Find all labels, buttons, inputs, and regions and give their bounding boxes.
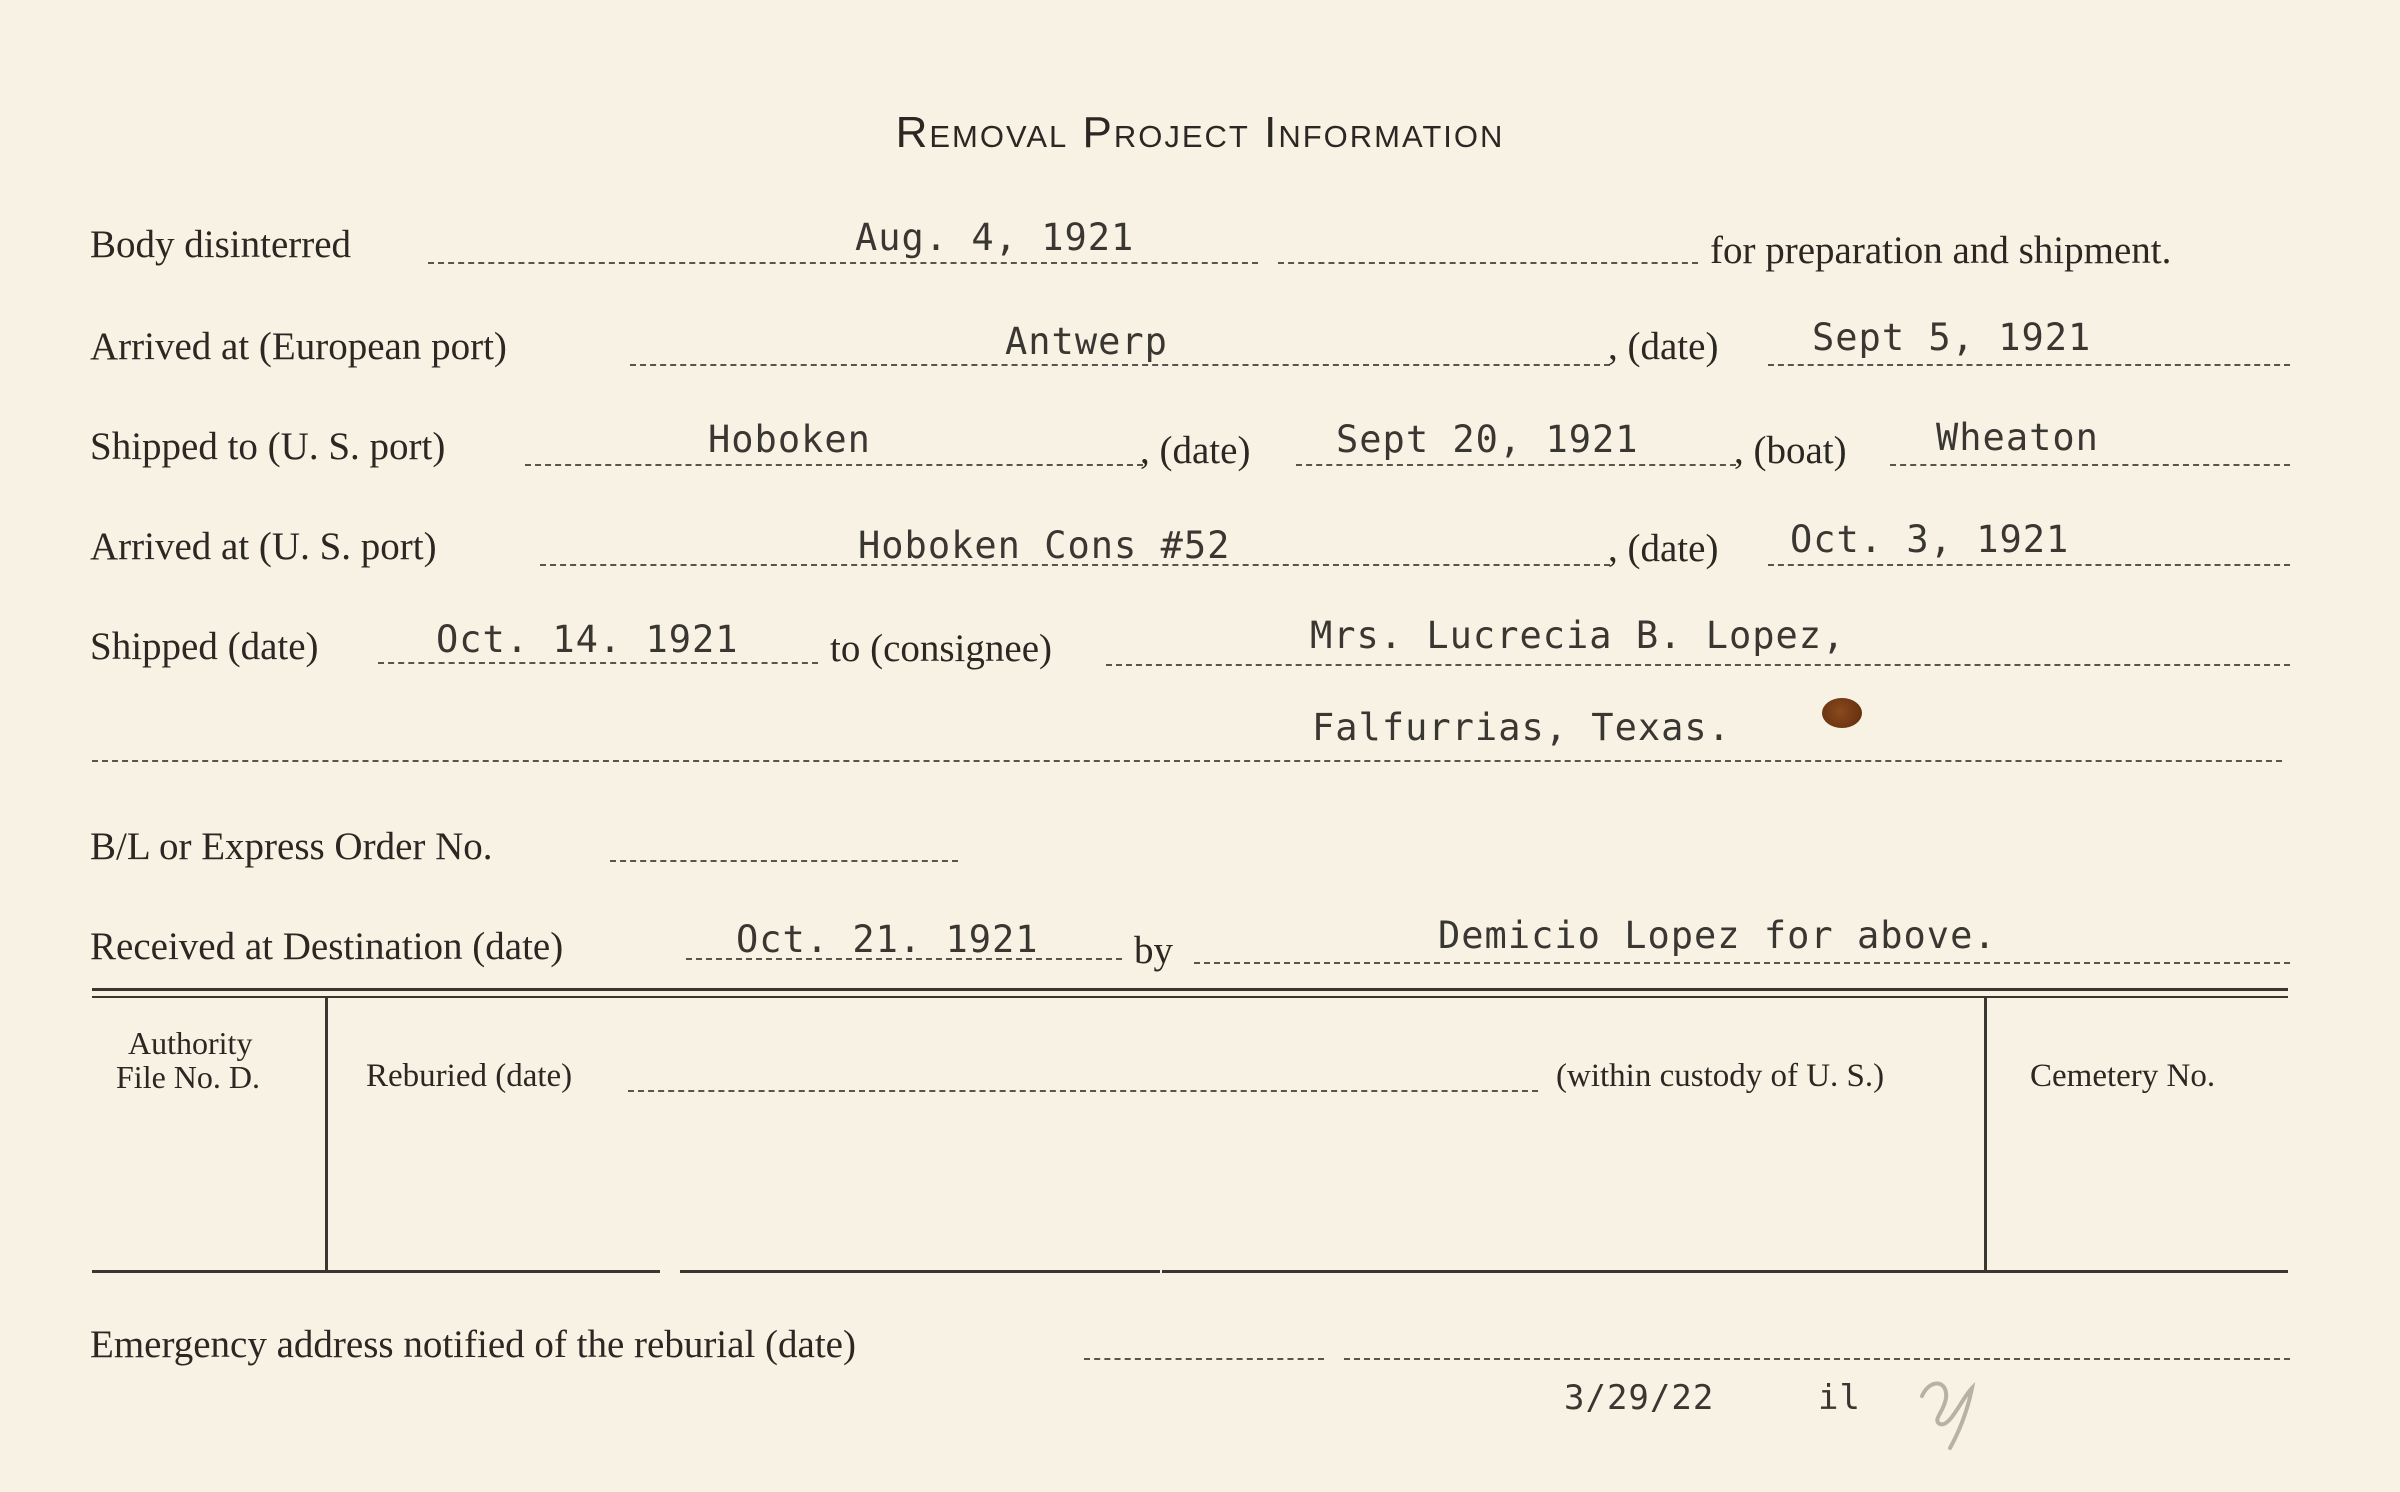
shipped-label: Shipped (date) (90, 625, 319, 668)
handwritten-initial-mark (1910, 1368, 1990, 1458)
consignee-line-full (92, 760, 2282, 762)
authority-label-2: File No. D. (116, 1059, 260, 1095)
bl-order-line (610, 860, 958, 862)
body-disinterred-value: Aug. 4, 1921 (855, 216, 1135, 259)
shipped-us-label: Shipped to (U. S. port) (90, 425, 446, 468)
shipped-us-boat-line (1890, 464, 2290, 466)
shipped-us-date-value: Sept 20, 1921 (1336, 418, 1639, 461)
ink-stain (1822, 698, 1862, 728)
shipped-date-line (378, 662, 818, 664)
body-disinterred-label: Body disinterred (90, 223, 352, 266)
shipped-us-line (525, 464, 1143, 466)
reburied-label: Reburied (date) (366, 1058, 573, 1094)
received-date-value: Oct. 21. 1921 (736, 918, 1039, 961)
received-by-line (1194, 962, 2290, 964)
consignee-line-2: Falfurrias, Texas. (1312, 706, 1731, 749)
double-rule-top (92, 988, 2288, 991)
emergency-line (1084, 1358, 1324, 1360)
authority-label-1: Authority (128, 1025, 253, 1061)
body-disinterred-line (428, 262, 1258, 264)
arrived-european-value: Antwerp (1005, 320, 1168, 363)
shipped-date-value: Oct. 14. 1921 (436, 618, 739, 661)
consignee-line-1: Mrs. Lucrecia B. Lopez, (1310, 614, 1846, 657)
shipped-us-value: Hoboken (708, 418, 871, 461)
body-disinterred-suffix: for preparation and shipment. (1710, 229, 2172, 272)
footer-date: 3/29/22 (1564, 1378, 1715, 1418)
body-disinterred-line-2 (1278, 262, 1698, 264)
bl-order-label: B/L or Express Order No. (90, 825, 493, 868)
received-label: Received at Destination (date) (90, 925, 564, 968)
custody-label: (within custody of U. S.) (1556, 1058, 1885, 1094)
box-divider-left (325, 998, 328, 1270)
received-by-value: Demicio Lopez for above. (1438, 914, 1997, 957)
shipped-us-date-label: , (date) (1140, 429, 1251, 472)
arrived-us-date-label: , (date) (1608, 527, 1719, 570)
emergency-label: Emergency address notified of the reburial (date) (90, 1323, 856, 1366)
shipped-us-boat-value: Wheaton (1936, 416, 2099, 459)
reburied-line (628, 1090, 1538, 1092)
consignee-label: to (consignee) (830, 627, 1053, 670)
cemetery-label: Cemetery No. (2030, 1058, 2216, 1094)
emergency-line-2 (1344, 1358, 2290, 1360)
form-title: Removal Project Information (895, 108, 1505, 157)
arrived-us-value: Hoboken Cons #52 (858, 524, 1231, 567)
arrived-european-date-value: Sept 5, 1921 (1812, 316, 2092, 359)
arrived-us-date-line (1768, 564, 2290, 566)
double-rule-bottom (92, 996, 2288, 998)
arrived-us-label: Arrived at (U. S. port) (90, 525, 437, 568)
received-by-label: by (1134, 929, 1173, 972)
box-divider-right (1984, 998, 1987, 1270)
shipped-us-boat-label: , (boat) (1734, 429, 1847, 472)
footer-initials: il (1818, 1378, 1861, 1418)
arrived-european-date-line (1768, 364, 2290, 366)
arrived-european-line (630, 364, 1610, 366)
arrived-european-label: Arrived at (European port) (90, 325, 507, 368)
box-bottom-rule-1 (92, 1270, 660, 1273)
box-bottom-rule-2 (680, 1270, 1160, 1273)
box-bottom-rule-3 (1162, 1270, 2288, 1273)
consignee-line (1106, 664, 2290, 666)
arrived-european-date-label: , (date) (1608, 325, 1719, 368)
shipped-us-date-line (1296, 464, 1736, 466)
arrived-us-date-value: Oct. 3, 1921 (1790, 518, 2070, 561)
